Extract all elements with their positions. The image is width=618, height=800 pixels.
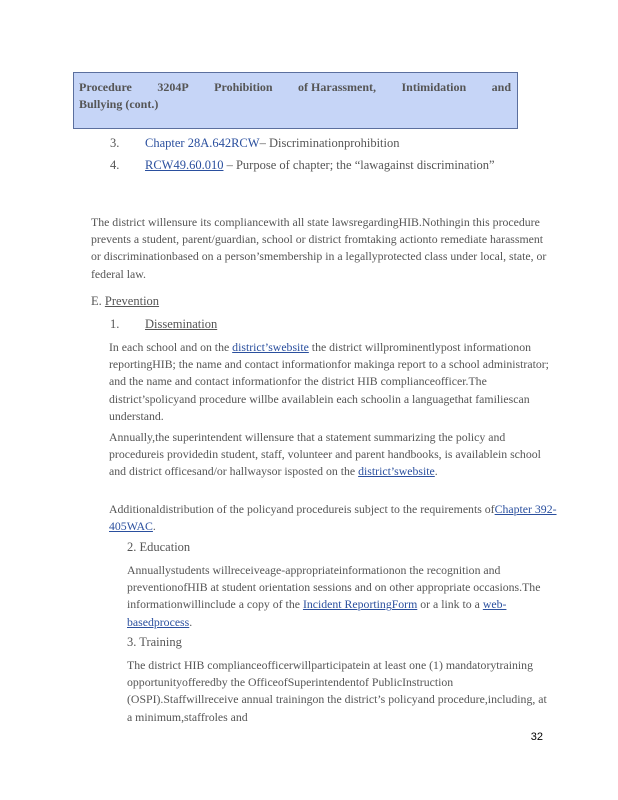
reference-link[interactable]: Chapter 28A.642RCW — [145, 136, 260, 150]
training-heading — [127, 635, 182, 650]
text-span: the district willprominentlypost informationon reportingHIB; the name and contact informationfor makinga report to a school administrator; and the name and contact informationfor the district HIB complianceofficer.The district’spolicyand procedure willbe availablein each schoolin a languagethat familiescan understand. — [109, 340, 549, 423]
header-word: Procedure — [79, 80, 132, 94]
dissemination-paragraph-2 — [109, 429, 554, 481]
page-number: 32 — [530, 731, 543, 743]
reference-number: 3. — [110, 136, 120, 150]
dissemination-paragraph-1 — [109, 339, 554, 425]
reference-link[interactable]: RCW49.60.010 — [145, 158, 224, 172]
education-title: 2. Education — [127, 540, 191, 554]
reference-text: – Purpose of chapter; the “lawagainst discrimination” — [223, 158, 495, 172]
text-span: . — [152, 519, 156, 534]
text-span: In each school and on the — [109, 340, 233, 354]
subsection-heading — [110, 317, 217, 332]
section-heading — [91, 294, 159, 309]
header-word: Intimidation — [401, 80, 467, 94]
training-paragraph: The district HIB complianceofficerwillparticipatein at least one (1) mandatorytraining opportunityofferedby the OfficeofSuperintendentof PublicInstruction (OSPI).Staffwillreceive annual trainingon the district’s policyand procedure,including, at a minimum,staffroles and — [127, 658, 547, 724]
reference-item — [110, 157, 495, 173]
section-title: Prevention — [104, 294, 160, 308]
header-word: and — [491, 80, 511, 94]
education-heading — [127, 540, 190, 555]
header-word: Prohibition — [214, 80, 273, 94]
web-based-process-link[interactable]: web-basedprocess — [127, 597, 507, 629]
text-span: Additionaldistribution of the policyand procedureis subject to the requirements of — [109, 502, 495, 516]
dissemination-paragraph-3 — [109, 501, 559, 535]
text-span: Annually,the superintendent willensure that a statement summarizing the policy and procedureis providedin student, staff, volunteer and parent handbooks, is availablein school and district officesand/or hallwaysor isposted on the — [109, 430, 541, 479]
reference-item — [110, 135, 400, 151]
subsection-number: 1. — [110, 317, 120, 331]
procedure-header — [73, 72, 518, 129]
district-website-link[interactable]: district’swebsite — [358, 464, 435, 479]
wac-chapter-link[interactable]: Chapter 392-405WAC — [109, 502, 557, 534]
text-span: . — [189, 614, 193, 629]
training-title: 3. Training — [127, 635, 182, 649]
text-span: . — [434, 464, 438, 479]
reference-text: – Discriminationprohibition — [259, 136, 400, 150]
header-word: 3204P — [157, 80, 189, 94]
subsection-title: Dissemination — [145, 317, 218, 331]
incident-reporting-form-link[interactable]: Incident ReportingForm — [302, 597, 418, 612]
text-span: Annuallystudents willreceiveage-appropriateinformationon the recognition and preventionofHIB at student orientation sessions and on other appropriate occasions.The informationwillinclude a copy of the — [127, 563, 541, 612]
intro-paragraph: The district willensure its compliancewith all state lawsregardingHIB.Nothingin this procedure prevents a student, parent/guardian, school or district fromtaking actionto remediate harassment or discriminationbased on a person’smembership in a legallyprotected class under local, state, or federal law. — [91, 215, 547, 281]
header-word: of Harassment, — [298, 80, 377, 94]
text-span: or a link to a — [417, 597, 483, 612]
education-paragraph — [127, 562, 552, 631]
header-line-1 — [79, 79, 511, 96]
section-letter: E. — [91, 294, 102, 308]
district-website-link[interactable]: district’swebsite — [232, 340, 309, 354]
reference-number: 4. — [110, 158, 120, 172]
header-line-2: Bullying (cont.) — [79, 97, 159, 111]
